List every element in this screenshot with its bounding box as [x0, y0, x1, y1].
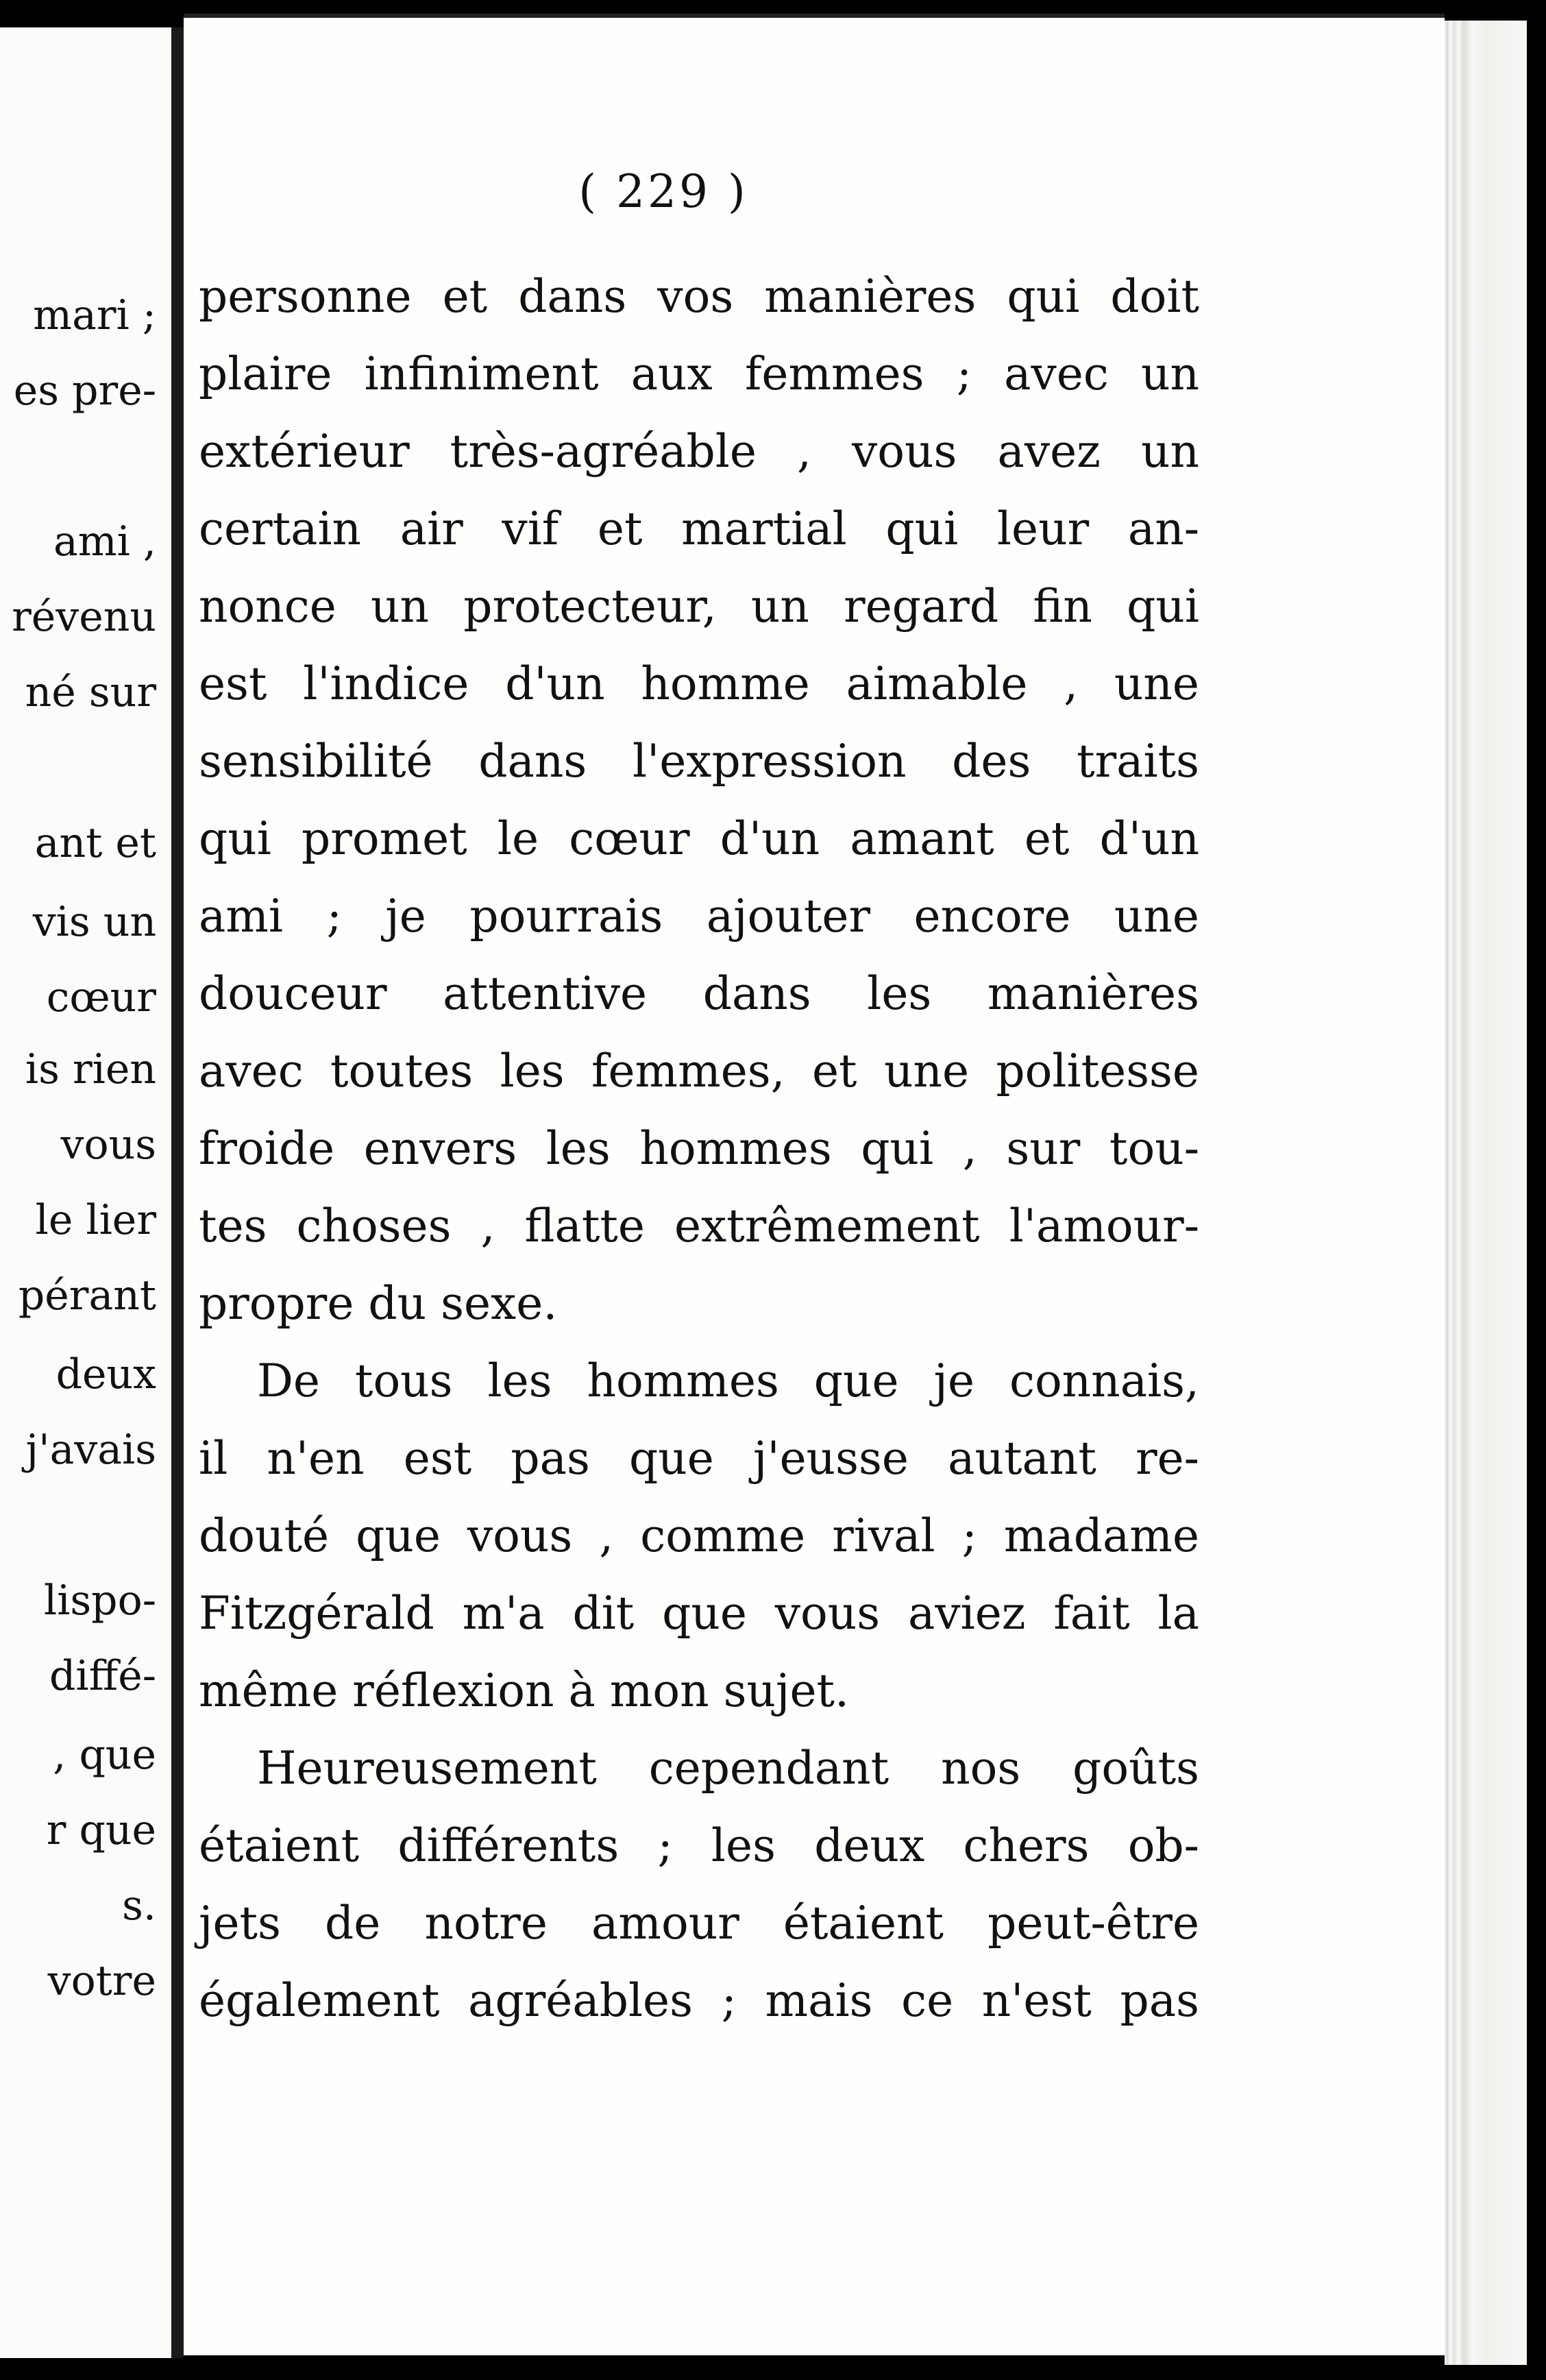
text-line: jets de notre amour étaient peut-être [199, 1897, 1199, 1950]
left-page-line: pérant [18, 1272, 156, 1320]
left-page-line: lispo- [44, 1577, 156, 1625]
text-line: étaient différents ; les deux chers ob- [199, 1819, 1199, 1872]
left-page-line: mari ; [33, 291, 156, 339]
left-page-line: r que [46, 1806, 156, 1854]
left-page-fragment [0, 27, 171, 2358]
text-line: également agréables ; mais ce n'est pas [199, 1974, 1199, 2027]
text-line: froide envers les hommes qui , sur tou- [199, 1122, 1199, 1175]
left-page-line: diffé- [49, 1652, 156, 1700]
text-line: certain air vif et martial qui leur an- [199, 502, 1199, 555]
text-line: plaire infiniment aux femmes ; avec un [199, 348, 1199, 400]
text-line: est l'indice d'un homme aimable , une [199, 657, 1199, 710]
left-page-line: is rien [25, 1045, 156, 1093]
text-line: propre du sexe. [199, 1277, 558, 1330]
left-page-line: , que [53, 1731, 156, 1779]
left-page-line: votre [47, 1957, 156, 2005]
left-page-line: le lier [35, 1196, 156, 1244]
left-page-line: ant et [34, 819, 156, 867]
left-page-line: vous [60, 1121, 156, 1169]
text-line: douceur attentive dans les manières [199, 967, 1199, 1020]
left-page-line: cœur [46, 973, 156, 1021]
page-body-text [199, 258, 1199, 2039]
text-line: Fitzgérald m'a dit que vous aviez fait la [199, 1587, 1199, 1640]
text-line: Heureusement cependant nos goûts [257, 1742, 1199, 1795]
left-page-line: s. [122, 1882, 156, 1930]
text-line: tes choses , flatte extrêmement l'amour- [199, 1200, 1199, 1252]
text-line: il n'en est pas que j'eusse autant re- [199, 1432, 1199, 1485]
text-line: nonce un protecteur, un regard fin qui [199, 580, 1199, 633]
text-line: sensibilité dans l'expression des traits [199, 735, 1199, 788]
left-page-line: vis un [32, 898, 156, 946]
text-line: ami ; je pourrais ajouter encore une [199, 890, 1199, 943]
left-page-line: es pre- [13, 367, 156, 415]
main-page [184, 14, 1445, 2355]
page-gutter [171, 27, 184, 2358]
text-line: personne et dans vos manières qui doit [199, 270, 1199, 323]
text-line: même réflexion à mon sujet. [199, 1664, 850, 1717]
text-line: extérieur très-agréable , vous avez un [199, 425, 1199, 478]
left-page-line: j'avais [25, 1426, 156, 1474]
page-number: ( 229 ) [578, 165, 748, 218]
text-line: avec toutes les femmes, et une politesse [199, 1045, 1199, 1097]
text-line: qui promet le cœur d'un amant et d'un [199, 812, 1199, 865]
left-page-line: né sur [25, 668, 156, 716]
text-line: De tous les hommes que je connais, [257, 1355, 1199, 1407]
left-page-line: ami , [53, 518, 156, 566]
left-page-line: deux [56, 1350, 156, 1398]
left-page-line: révenu [12, 593, 156, 641]
page-edges [1445, 21, 1527, 2365]
text-line: douté que vous , comme rival ; madame [199, 1509, 1199, 1562]
